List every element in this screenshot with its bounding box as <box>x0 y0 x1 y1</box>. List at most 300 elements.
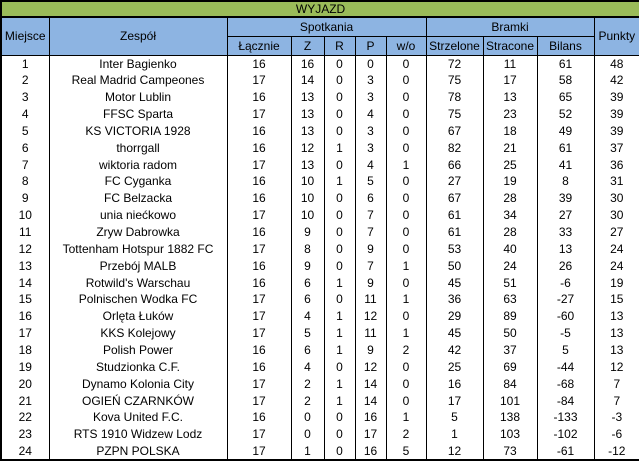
cell-r: 0 <box>324 89 355 106</box>
cell-lacznie: 16 <box>227 190 291 207</box>
cell-z: 0 <box>291 409 324 426</box>
cell-z: 6 <box>291 291 324 308</box>
cell-wo: 0 <box>386 207 426 224</box>
cell-strzelone: 16 <box>426 375 483 392</box>
table-title: WYJAZD <box>1 1 639 17</box>
cell-zespol: Tottenham Hotspur 1882 FC <box>49 240 227 257</box>
cell-strzelone: 17 <box>426 392 483 409</box>
cell-lacznie: 16 <box>227 274 291 291</box>
cell-punkty: 24 <box>594 257 639 274</box>
cell-punkty: 12 <box>594 358 639 375</box>
cell-p: 11 <box>355 291 386 308</box>
cell-zespol: KKS Kolejowy <box>49 325 227 342</box>
cell-r: 1 <box>324 139 355 156</box>
cell-bilans: 27 <box>537 207 594 224</box>
table-row <box>1 207 639 224</box>
cell-lacznie: 17 <box>227 375 291 392</box>
cell-p: 4 <box>355 106 386 123</box>
cell-punkty: 39 <box>594 89 639 106</box>
cell-z: 6 <box>291 274 324 291</box>
cell-zespol: RTS 1910 Widzew Lodz <box>49 426 227 443</box>
cell-z: 9 <box>291 224 324 241</box>
cell-punkty: 37 <box>594 139 639 156</box>
cell-stracone: 63 <box>483 291 537 308</box>
cell-r: 0 <box>324 443 355 460</box>
cell-punkty: 15 <box>594 291 639 308</box>
cell-stracone: 101 <box>483 392 537 409</box>
cell-bilans: 5 <box>537 342 594 359</box>
col-header-miejsce: Miejsce <box>1 17 49 55</box>
cell-r: 1 <box>324 274 355 291</box>
table-row <box>1 426 639 443</box>
cell-strzelone: 42 <box>426 342 483 359</box>
col-header-p: P <box>355 36 386 55</box>
cell-miejsce: 19 <box>1 358 49 375</box>
cell-z: 10 <box>291 207 324 224</box>
cell-strzelone: 61 <box>426 224 483 241</box>
cell-r: 0 <box>324 240 355 257</box>
cell-p: 12 <box>355 308 386 325</box>
cell-miejsce: 20 <box>1 375 49 392</box>
cell-lacznie: 17 <box>227 72 291 89</box>
cell-stracone: 89 <box>483 308 537 325</box>
cell-wo: 0 <box>386 240 426 257</box>
table-row <box>1 55 639 72</box>
cell-lacznie: 17 <box>227 291 291 308</box>
cell-r: 1 <box>324 325 355 342</box>
cell-stracone: 21 <box>483 139 537 156</box>
cell-z: 13 <box>291 156 324 173</box>
table-row <box>1 375 639 392</box>
table-row <box>1 308 639 325</box>
cell-lacznie: 16 <box>227 89 291 106</box>
cell-punkty: -6 <box>594 426 639 443</box>
col-header-bilans: Bilans <box>537 36 594 55</box>
cell-strzelone: 53 <box>426 240 483 257</box>
cell-punkty: -12 <box>594 443 639 460</box>
table-row <box>1 122 639 139</box>
table-row <box>1 156 639 173</box>
cell-stracone: 11 <box>483 55 537 72</box>
cell-miejsce: 14 <box>1 274 49 291</box>
cell-strzelone: 45 <box>426 274 483 291</box>
cell-punkty: 30 <box>594 207 639 224</box>
cell-wo: 1 <box>386 409 426 426</box>
cell-wo: 0 <box>386 173 426 190</box>
cell-lacznie: 16 <box>227 224 291 241</box>
cell-zespol: FFSC Sparta <box>49 106 227 123</box>
cell-r: 1 <box>324 375 355 392</box>
cell-wo: 1 <box>386 291 426 308</box>
cell-r: 0 <box>324 409 355 426</box>
cell-lacznie: 17 <box>227 392 291 409</box>
group-header-bramki: Bramki <box>426 17 594 36</box>
cell-lacznie: 17 <box>227 106 291 123</box>
cell-punkty: 39 <box>594 122 639 139</box>
cell-wo: 2 <box>386 342 426 359</box>
cell-zespol: OGIEŃ CZARNKÓW <box>49 392 227 409</box>
cell-miejsce: 13 <box>1 257 49 274</box>
cell-zespol: PZPN POLSKA <box>49 443 227 460</box>
cell-bilans: -44 <box>537 358 594 375</box>
cell-strzelone: 67 <box>426 122 483 139</box>
cell-miejsce: 24 <box>1 443 49 460</box>
cell-zespol: Rotwild's Warschau <box>49 274 227 291</box>
cell-strzelone: 27 <box>426 173 483 190</box>
cell-stracone: 28 <box>483 224 537 241</box>
table-row <box>1 291 639 308</box>
table-row <box>1 72 639 89</box>
cell-wo: 0 <box>386 308 426 325</box>
cell-wo: 0 <box>386 72 426 89</box>
cell-wo: 1 <box>386 257 426 274</box>
cell-wo: 0 <box>386 392 426 409</box>
cell-p: 17 <box>355 426 386 443</box>
cell-p: 14 <box>355 392 386 409</box>
cell-strzelone: 67 <box>426 190 483 207</box>
cell-r: 0 <box>324 190 355 207</box>
cell-miejsce: 22 <box>1 409 49 426</box>
cell-stracone: 19 <box>483 173 537 190</box>
cell-lacznie: 16 <box>227 173 291 190</box>
cell-bilans: 39 <box>537 190 594 207</box>
cell-punkty: 13 <box>594 325 639 342</box>
cell-z: 12 <box>291 139 324 156</box>
cell-wo: 5 <box>386 443 426 460</box>
cell-wo: 1 <box>386 325 426 342</box>
cell-r: 1 <box>324 173 355 190</box>
cell-bilans: 58 <box>537 72 594 89</box>
cell-bilans: 33 <box>537 224 594 241</box>
cell-z: 10 <box>291 173 324 190</box>
cell-bilans: 26 <box>537 257 594 274</box>
cell-stracone: 25 <box>483 156 537 173</box>
cell-strzelone: 36 <box>426 291 483 308</box>
cell-stracone: 28 <box>483 190 537 207</box>
cell-zespol: wiktoria radom <box>49 156 227 173</box>
cell-zespol: FC Belzacka <box>49 190 227 207</box>
col-header-zespol: Zespół <box>49 17 227 55</box>
cell-bilans: 61 <box>537 139 594 156</box>
cell-p: 9 <box>355 274 386 291</box>
cell-z: 13 <box>291 122 324 139</box>
cell-zespol: KS VICTORIA 1928 <box>49 122 227 139</box>
table-body <box>1 55 639 460</box>
cell-r: 1 <box>324 308 355 325</box>
cell-wo: 0 <box>386 122 426 139</box>
cell-z: 9 <box>291 257 324 274</box>
cell-zespol: Kova United F.C. <box>49 409 227 426</box>
table-row <box>1 106 639 123</box>
cell-strzelone: 45 <box>426 325 483 342</box>
cell-zespol: Real Madrid Campeones <box>49 72 227 89</box>
col-header-punkty: Punkty <box>594 17 639 55</box>
cell-r: 0 <box>324 106 355 123</box>
cell-z: 4 <box>291 358 324 375</box>
title-row <box>1 1 639 17</box>
cell-zespol: thorrgall <box>49 139 227 156</box>
cell-wo: 1 <box>386 156 426 173</box>
cell-wo: 0 <box>386 106 426 123</box>
table-row <box>1 274 639 291</box>
cell-miejsce: 18 <box>1 342 49 359</box>
cell-miejsce: 21 <box>1 392 49 409</box>
cell-miejsce: 11 <box>1 224 49 241</box>
col-header-lacznie: Łącznie <box>227 36 291 55</box>
cell-z: 5 <box>291 325 324 342</box>
cell-strzelone: 75 <box>426 72 483 89</box>
col-header-r: R <box>324 36 355 55</box>
cell-bilans: -27 <box>537 291 594 308</box>
cell-r: 0 <box>324 122 355 139</box>
cell-p: 12 <box>355 358 386 375</box>
cell-miejsce: 15 <box>1 291 49 308</box>
cell-punkty: 27 <box>594 224 639 241</box>
cell-zespol: Przebój MALB <box>49 257 227 274</box>
cell-r: 0 <box>324 224 355 241</box>
cell-strzelone: 12 <box>426 443 483 460</box>
cell-z: 2 <box>291 375 324 392</box>
cell-miejsce: 16 <box>1 308 49 325</box>
cell-miejsce: 8 <box>1 173 49 190</box>
cell-stracone: 40 <box>483 240 537 257</box>
cell-p: 7 <box>355 257 386 274</box>
cell-punkty: 13 <box>594 342 639 359</box>
cell-punkty: 30 <box>594 190 639 207</box>
table-row <box>1 325 639 342</box>
cell-miejsce: 9 <box>1 190 49 207</box>
cell-stracone: 51 <box>483 274 537 291</box>
cell-strzelone: 5 <box>426 409 483 426</box>
cell-r: 1 <box>324 392 355 409</box>
cell-punkty: 7 <box>594 375 639 392</box>
cell-zespol: Motor Lublin <box>49 89 227 106</box>
table-row <box>1 240 639 257</box>
cell-lacznie: 16 <box>227 257 291 274</box>
cell-punkty: 31 <box>594 173 639 190</box>
cell-p: 9 <box>355 240 386 257</box>
cell-miejsce: 23 <box>1 426 49 443</box>
cell-strzelone: 25 <box>426 358 483 375</box>
cell-punkty: 36 <box>594 156 639 173</box>
table-row <box>1 342 639 359</box>
cell-miejsce: 12 <box>1 240 49 257</box>
cell-zespol: Dynamo Kolonia City <box>49 375 227 392</box>
cell-bilans: -68 <box>537 375 594 392</box>
col-header-strzelone: Strzelone <box>426 36 483 55</box>
cell-miejsce: 17 <box>1 325 49 342</box>
cell-lacznie: 16 <box>227 55 291 72</box>
cell-miejsce: 2 <box>1 72 49 89</box>
table-row <box>1 409 639 426</box>
cell-r: 0 <box>324 55 355 72</box>
cell-p: 5 <box>355 173 386 190</box>
cell-p: 3 <box>355 139 386 156</box>
cell-bilans: -6 <box>537 274 594 291</box>
col-header-stracone: Stracone <box>483 36 537 55</box>
cell-bilans: -5 <box>537 325 594 342</box>
cell-miejsce: 7 <box>1 156 49 173</box>
cell-zespol: Orlęta Łuków <box>49 308 227 325</box>
cell-zespol: Studzionka C.F. <box>49 358 227 375</box>
cell-wo: 0 <box>386 89 426 106</box>
cell-lacznie: 16 <box>227 342 291 359</box>
cell-stracone: 18 <box>483 122 537 139</box>
table-row <box>1 139 639 156</box>
cell-strzelone: 82 <box>426 139 483 156</box>
cell-punkty: 13 <box>594 308 639 325</box>
cell-lacznie: 17 <box>227 156 291 173</box>
cell-bilans: 65 <box>537 89 594 106</box>
cell-lacznie: 16 <box>227 122 291 139</box>
cell-p: 3 <box>355 72 386 89</box>
cell-wo: 0 <box>386 375 426 392</box>
cell-bilans: -102 <box>537 426 594 443</box>
cell-lacznie: 17 <box>227 207 291 224</box>
cell-bilans: 8 <box>537 173 594 190</box>
cell-z: 13 <box>291 106 324 123</box>
cell-bilans: -84 <box>537 392 594 409</box>
cell-punkty: 39 <box>594 106 639 123</box>
table-row <box>1 443 639 460</box>
cell-bilans: 61 <box>537 55 594 72</box>
cell-p: 11 <box>355 325 386 342</box>
cell-strzelone: 78 <box>426 89 483 106</box>
cell-miejsce: 4 <box>1 106 49 123</box>
cell-stracone: 103 <box>483 426 537 443</box>
cell-stracone: 73 <box>483 443 537 460</box>
cell-wo: 0 <box>386 224 426 241</box>
cell-wo: 2 <box>386 426 426 443</box>
cell-r: 0 <box>324 291 355 308</box>
col-header-z: Z <box>291 36 324 55</box>
cell-z: 16 <box>291 55 324 72</box>
cell-bilans: -133 <box>537 409 594 426</box>
cell-p: 7 <box>355 224 386 241</box>
header-group-row <box>1 17 639 36</box>
cell-zespol: FC Cyganka <box>49 173 227 190</box>
cell-lacznie: 17 <box>227 443 291 460</box>
cell-strzelone: 75 <box>426 106 483 123</box>
table-row <box>1 224 639 241</box>
cell-bilans: 41 <box>537 156 594 173</box>
cell-lacznie: 17 <box>227 308 291 325</box>
cell-lacznie: 17 <box>227 325 291 342</box>
cell-z: 2 <box>291 392 324 409</box>
table-row <box>1 190 639 207</box>
cell-punkty: 42 <box>594 72 639 89</box>
cell-r: 0 <box>324 358 355 375</box>
cell-stracone: 50 <box>483 325 537 342</box>
table-row <box>1 173 639 190</box>
cell-z: 13 <box>291 89 324 106</box>
cell-miejsce: 3 <box>1 89 49 106</box>
cell-stracone: 23 <box>483 106 537 123</box>
cell-strzelone: 66 <box>426 156 483 173</box>
cell-strzelone: 50 <box>426 257 483 274</box>
cell-z: 6 <box>291 342 324 359</box>
cell-r: 0 <box>324 72 355 89</box>
table-row <box>1 358 639 375</box>
cell-lacznie: 16 <box>227 358 291 375</box>
cell-bilans: 49 <box>537 122 594 139</box>
cell-bilans: -61 <box>537 443 594 460</box>
cell-z: 14 <box>291 72 324 89</box>
col-header-wo: w/o <box>386 36 426 55</box>
cell-p: 3 <box>355 122 386 139</box>
cell-stracone: 84 <box>483 375 537 392</box>
table-row <box>1 89 639 106</box>
cell-p: 9 <box>355 342 386 359</box>
cell-bilans: 52 <box>537 106 594 123</box>
cell-r: 0 <box>324 156 355 173</box>
cell-wo: 0 <box>386 55 426 72</box>
cell-wo: 0 <box>386 274 426 291</box>
cell-punkty: 24 <box>594 240 639 257</box>
cell-z: 0 <box>291 426 324 443</box>
cell-r: 0 <box>324 426 355 443</box>
table-row <box>1 257 639 274</box>
cell-p: 14 <box>355 375 386 392</box>
cell-r: 0 <box>324 207 355 224</box>
cell-p: 16 <box>355 409 386 426</box>
cell-strzelone: 72 <box>426 55 483 72</box>
cell-stracone: 69 <box>483 358 537 375</box>
cell-wo: 0 <box>386 358 426 375</box>
cell-stracone: 138 <box>483 409 537 426</box>
cell-strzelone: 1 <box>426 426 483 443</box>
cell-stracone: 24 <box>483 257 537 274</box>
cell-p: 0 <box>355 55 386 72</box>
cell-z: 8 <box>291 240 324 257</box>
cell-z: 10 <box>291 190 324 207</box>
cell-wo: 0 <box>386 190 426 207</box>
cell-lacznie: 17 <box>227 426 291 443</box>
cell-miejsce: 6 <box>1 139 49 156</box>
cell-zespol: unia niećkowo <box>49 207 227 224</box>
cell-stracone: 13 <box>483 89 537 106</box>
cell-wo: 0 <box>386 139 426 156</box>
cell-p: 3 <box>355 89 386 106</box>
cell-punkty: 19 <box>594 274 639 291</box>
group-header-spotkania: Spotkania <box>227 17 426 36</box>
cell-p: 6 <box>355 190 386 207</box>
cell-z: 1 <box>291 443 324 460</box>
cell-miejsce: 1 <box>1 55 49 72</box>
cell-strzelone: 61 <box>426 207 483 224</box>
cell-p: 7 <box>355 207 386 224</box>
cell-punkty: 48 <box>594 55 639 72</box>
cell-stracone: 37 <box>483 342 537 359</box>
cell-stracone: 34 <box>483 207 537 224</box>
cell-r: 0 <box>324 257 355 274</box>
cell-zespol: Zryw Dabrowka <box>49 224 227 241</box>
cell-miejsce: 10 <box>1 207 49 224</box>
cell-bilans: 13 <box>537 240 594 257</box>
cell-strzelone: 29 <box>426 308 483 325</box>
cell-zespol: Polish Power <box>49 342 227 359</box>
cell-r: 1 <box>324 342 355 359</box>
cell-z: 4 <box>291 308 324 325</box>
cell-stracone: 17 <box>483 72 537 89</box>
cell-lacznie: 16 <box>227 409 291 426</box>
cell-bilans: -60 <box>537 308 594 325</box>
cell-p: 16 <box>355 443 386 460</box>
cell-lacznie: 16 <box>227 139 291 156</box>
cell-lacznie: 17 <box>227 240 291 257</box>
table-row <box>1 392 639 409</box>
cell-p: 4 <box>355 156 386 173</box>
